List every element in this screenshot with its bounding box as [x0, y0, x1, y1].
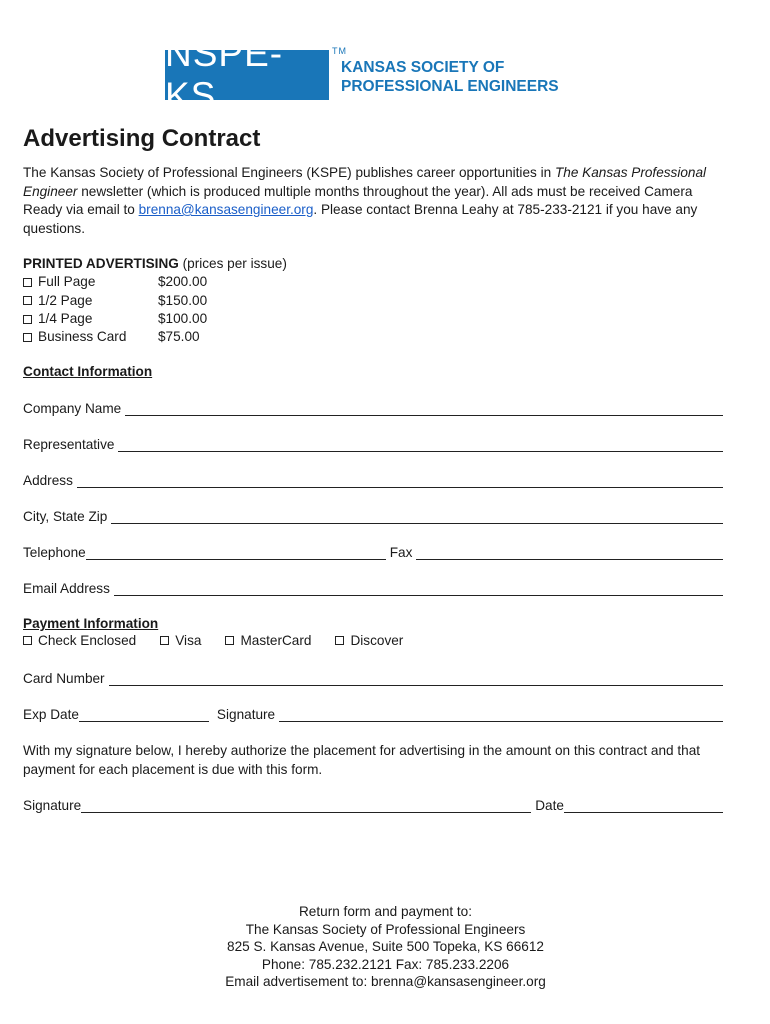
address-input[interactable] — [77, 473, 723, 488]
date-input[interactable] — [564, 798, 723, 813]
telephone-input[interactable] — [86, 545, 386, 560]
option-label: Business Card — [38, 329, 127, 345]
option-price: $150.00 — [158, 292, 208, 308]
trademark: TM — [332, 46, 347, 56]
intro-text-1: The Kansas Society of Professional Engineers (KSPE) publishes career opportunities in — [23, 165, 555, 180]
city-state-zip-field — [23, 506, 723, 524]
payment-signature-input[interactable] — [279, 707, 723, 722]
page-title: Advertising Contract — [23, 125, 261, 152]
company-name-field — [23, 398, 723, 416]
logo-org-line1: KANSAS SOCIETY OF — [341, 59, 505, 76]
checkbox[interactable] — [335, 636, 344, 645]
email-address-field — [23, 578, 723, 596]
option-price: $75.00 — [158, 329, 200, 345]
option-label: 1/4 Page — [38, 310, 93, 326]
payment-information-title: Payment Information — [23, 616, 159, 631]
checkbox[interactable] — [23, 333, 32, 342]
field-label: Signature — [23, 798, 82, 813]
fax-input[interactable] — [416, 545, 723, 560]
email-address-input[interactable] — [114, 581, 723, 596]
printed-advertising-section — [23, 255, 287, 346]
field-label: Card Number — [23, 671, 105, 686]
field-label: Date — [535, 798, 564, 813]
field-label: Signature — [216, 707, 276, 722]
intro-text-3: . Please contact Brenna Leahy at 785-233-2121 if you have any questions. — [23, 202, 698, 236]
logo-org-name — [341, 58, 559, 96]
field-label: Company Name — [23, 401, 122, 416]
card-number-input[interactable] — [109, 671, 723, 686]
price-option-business-card — [23, 328, 287, 346]
checkbox[interactable] — [225, 636, 234, 645]
nspe-ks-logo — [165, 33, 559, 116]
price-option-quarter-page — [23, 310, 287, 328]
city-state-zip-input[interactable] — [111, 509, 723, 524]
representative-input[interactable] — [118, 437, 723, 452]
option-label: Visa — [175, 633, 202, 648]
checkbox[interactable] — [23, 296, 32, 305]
card-number-field — [23, 668, 723, 686]
price-option-half-page — [23, 292, 287, 310]
field-label: Exp Date — [23, 707, 79, 722]
field-label: Fax — [389, 545, 413, 560]
payment-option-visa — [160, 633, 201, 648]
signature-input[interactable] — [81, 798, 531, 813]
logo-mark — [165, 33, 347, 116]
option-label: MasterCard — [240, 633, 312, 648]
newsletter-title: The Kansas Professional Engineer — [23, 165, 707, 199]
logo-org-line2: PROFESSIONAL ENGINEERS — [341, 78, 559, 95]
checkbox[interactable] — [23, 636, 32, 645]
payment-option-mastercard — [225, 633, 311, 648]
option-label: 1/2 Page — [38, 292, 93, 308]
payment-options — [23, 633, 427, 648]
footer-line: Phone: 785.232.2121 Fax: 785.233.2206 — [261, 956, 510, 972]
footer-line: The Kansas Society of Professional Engineers — [245, 921, 526, 937]
printed-heading — [23, 255, 287, 273]
option-price: $100.00 — [158, 310, 208, 326]
checkbox[interactable] — [23, 278, 32, 287]
email-link[interactable]: brenna@kansasengineer.org — [138, 202, 314, 217]
exp-date-signature-field — [23, 704, 723, 722]
checkbox[interactable] — [160, 636, 169, 645]
footer-line: 825 S. Kansas Avenue, Suite 500 Topeka, KS 66612 — [227, 939, 544, 954]
exp-date-input[interactable] — [79, 707, 209, 722]
field-label: Representative — [23, 437, 115, 452]
option-label: Discover — [350, 633, 404, 648]
option-label: Full Page — [38, 274, 96, 290]
price-option-full-page — [23, 273, 287, 291]
logo-mark-text: NSPE-KS — [165, 33, 284, 116]
option-label: Check Enclosed — [38, 633, 137, 648]
footer-line: Return form and payment to: — [298, 904, 473, 919]
field-label: City, State Zip — [23, 509, 108, 524]
signature-date-field — [23, 795, 723, 813]
field-label: Email Address — [23, 581, 110, 596]
payment-option-discover — [335, 633, 403, 648]
company-name-input[interactable] — [125, 401, 723, 416]
return-address-footer — [23, 903, 748, 991]
footer-line: Email advertisement to: brenna@kansasengineer.org — [225, 974, 546, 989]
option-price: $200.00 — [158, 274, 208, 290]
intro-paragraph — [23, 164, 723, 238]
field-label: Address — [23, 473, 73, 488]
printed-heading-note: (prices per issue) — [178, 256, 287, 271]
field-label: Telephone — [23, 545, 86, 560]
checkbox[interactable] — [23, 315, 32, 324]
representative-field — [23, 434, 723, 452]
telephone-fax-field — [23, 542, 723, 560]
contact-information-title: Contact Information — [23, 364, 153, 379]
address-field — [23, 470, 723, 488]
printed-heading-bold: PRINTED ADVERTISING — [23, 256, 179, 271]
authorization-text: With my signature below, I hereby authorize the placement for advertising in the amount on this contract and that payment for each placement is due with this form. — [23, 743, 701, 777]
payment-option-check — [23, 633, 136, 648]
intro-text-2: newsletter (which is produced multiple months throughout the year). All ads must be received Camera Ready via email to — [23, 183, 693, 217]
